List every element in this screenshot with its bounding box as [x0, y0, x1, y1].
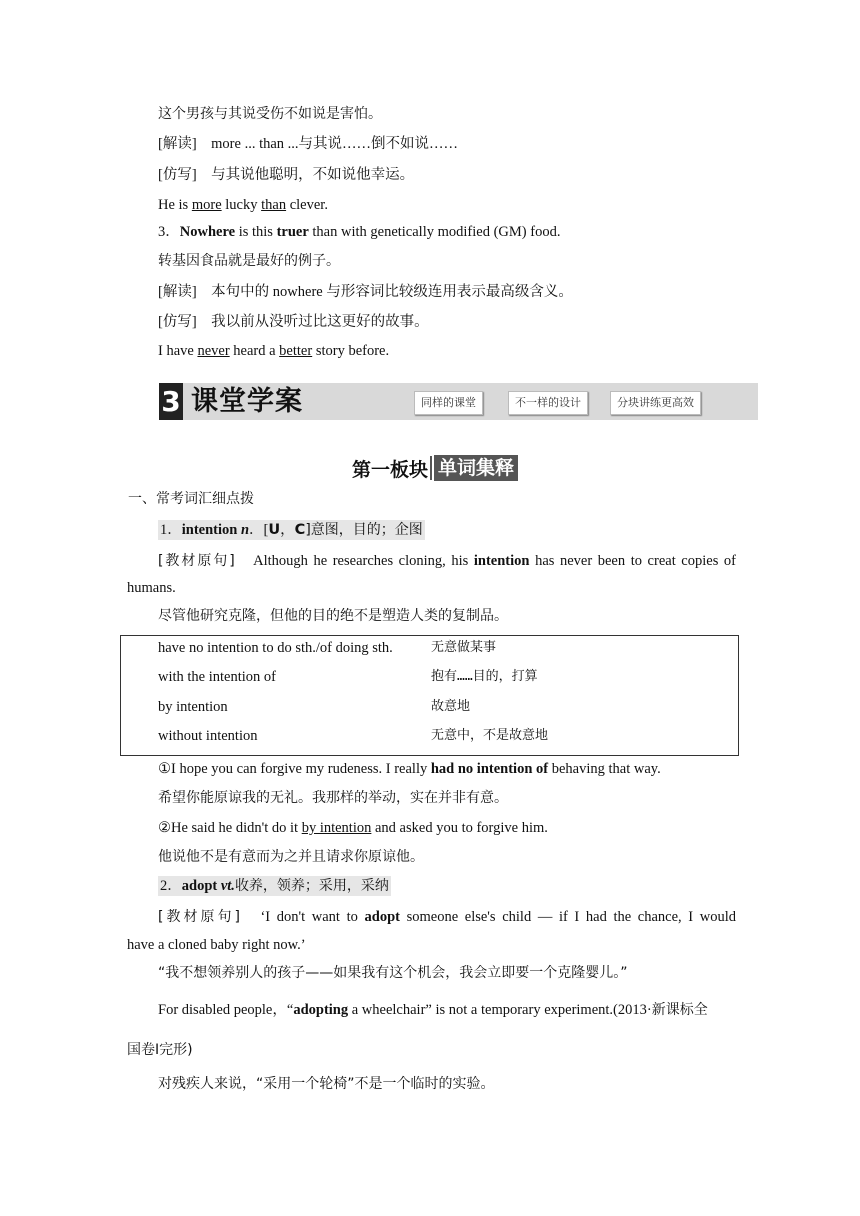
- item-number: 2．: [160, 878, 182, 894]
- text-line: [仿写] 我以前从没听过比这更好的故事。: [158, 314, 429, 330]
- part-of-speech: vt.: [217, 878, 235, 894]
- text-line: 转基因食品就是最好的例子。: [158, 253, 340, 269]
- text-line: [158, 222, 560, 242]
- text-line: [仿写] 与其说他聪明，不如说他幸运。: [158, 167, 415, 183]
- text-line: [158, 341, 389, 361]
- bold-phrase: had no intention of: [430, 761, 549, 777]
- text-span: story before.: [312, 343, 390, 359]
- bold-word: truer: [276, 224, 309, 240]
- heading: 一、常考词汇细点拨: [128, 491, 254, 507]
- text-line: [解读] 本句中的 nowhere 与形容词比较级连用表示最高级含义。: [158, 284, 573, 300]
- banner-number: 3: [159, 383, 183, 420]
- underlined-word: never: [197, 343, 230, 359]
- text-span: behaving that way.: [548, 761, 661, 777]
- text-span: ，: [280, 522, 295, 538]
- text-span: lucky: [221, 197, 262, 213]
- example-sentence: [158, 818, 548, 838]
- item-number: 3．: [158, 224, 180, 240]
- bold-word: intention: [473, 553, 530, 569]
- banner-tag-same-class: 同样的课堂: [414, 391, 483, 415]
- text-span: is this: [235, 224, 277, 240]
- source-sentence: [158, 551, 736, 571]
- example-sentence: [158, 1000, 708, 1020]
- phrase-cn: 抱有……目的，打算: [431, 669, 538, 684]
- underlined-word: more: [191, 197, 222, 213]
- phrase-cn: 无意中，不是故意地: [431, 728, 549, 743]
- bold-word: adopting: [293, 1002, 349, 1018]
- bold-word: adopt: [364, 909, 400, 925]
- text-span: heard a: [229, 343, 280, 359]
- text-line: 这个男孩与其说受伤不如说是害怕。: [158, 106, 382, 122]
- text-span: 新课标全: [651, 1002, 708, 1018]
- text-span: C: [294, 522, 306, 538]
- phrase-en: without intention: [158, 728, 258, 744]
- section-title-left: 第一板块: [352, 458, 429, 481]
- vocab-meaning: ]意图，目的；企图: [305, 522, 423, 538]
- vocab-meaning: 收养，领养；采用，采纳: [234, 878, 389, 894]
- translation: “我不想领养别人的孩子——如果我有这个机会，我会立即要一个克隆婴儿。”: [158, 965, 628, 981]
- text-span: U: [268, 522, 281, 538]
- translation: 希望你能原谅我的无礼。我那样的举动，实在并非有意。: [158, 790, 508, 806]
- vocab-word: adopt: [181, 878, 218, 894]
- phrase-en: with the intention of: [158, 669, 276, 685]
- text-line: have a cloned baby right now.’: [127, 937, 306, 953]
- bold-word: Nowhere: [179, 224, 236, 240]
- banner-tag-different-design: 不一样的设计: [508, 391, 588, 415]
- section-title: [352, 455, 518, 481]
- item-number: 1．: [160, 522, 182, 538]
- text-span: and asked you to forgive him.: [371, 820, 548, 836]
- vocab-entry-heading: [158, 520, 425, 540]
- text-span: a wheelchair” is not a temporary experiment.(2013·: [348, 1002, 652, 1018]
- text-span: Although he researches cloning, his: [234, 553, 474, 569]
- vocab-word: intention: [181, 522, 238, 538]
- part-of-speech: n: [240, 522, 250, 538]
- source-sentence: [158, 907, 736, 927]
- example-sentence: [158, 759, 661, 779]
- phrase-en: by intention: [158, 699, 228, 715]
- section-title-divider: [430, 456, 432, 480]
- section-title-right: 单词集释: [434, 455, 518, 481]
- underlined-phrase: by intention: [301, 820, 372, 836]
- text-span: For disabled people，“: [158, 1002, 294, 1018]
- text-line: 国卷Ⅰ完形): [127, 1042, 193, 1058]
- translation: 尽管他研究克隆，但他的目的绝不是塑造人类的复制品。: [158, 608, 508, 624]
- text-span: He is: [158, 197, 192, 213]
- text-line: [解读] more ... than ...与其说……倒不如说……: [158, 136, 459, 152]
- phrase-cn: 故意地: [431, 699, 471, 714]
- text-span: ②He said he didn't do it: [158, 820, 302, 836]
- banner-title: 课堂学案: [191, 386, 303, 417]
- translation: 对残疾人来说，“采用一个轮椅”不是一个临时的实验。: [158, 1076, 495, 1092]
- source-label: [教材原句]: [158, 909, 240, 925]
- text-span: clever.: [286, 197, 328, 213]
- text-line: humans.: [127, 580, 176, 596]
- phrase-table: [120, 635, 739, 756]
- text-line: [158, 195, 328, 215]
- phrase-en: have no intention to do sth./of doing sth.: [158, 640, 393, 656]
- vocab-entry-heading: [158, 876, 391, 896]
- text-span: has never been to creat copies of: [529, 553, 736, 569]
- translation: 他说他不是有意而为之并且请求你原谅他。: [158, 849, 424, 865]
- section-banner: [159, 383, 758, 420]
- text-span: than with genetically modified (GM) food.: [308, 224, 561, 240]
- source-label: [教材原句]: [158, 553, 235, 569]
- underlined-word: than: [261, 197, 287, 213]
- text-span: ‘I don't want to: [239, 909, 365, 925]
- banner-tag-efficient-practice: 分块讲练更高效: [610, 391, 701, 415]
- text-span: ①I hope you can forgive my rudeness. I really: [158, 761, 431, 777]
- phrase-cn: 无意做某事: [431, 640, 497, 655]
- text-span: ．[: [249, 522, 269, 538]
- text-span: I have: [158, 343, 198, 359]
- text-span: someone else's child — if I had the chance, I would: [399, 909, 736, 925]
- underlined-word: better: [279, 343, 313, 359]
